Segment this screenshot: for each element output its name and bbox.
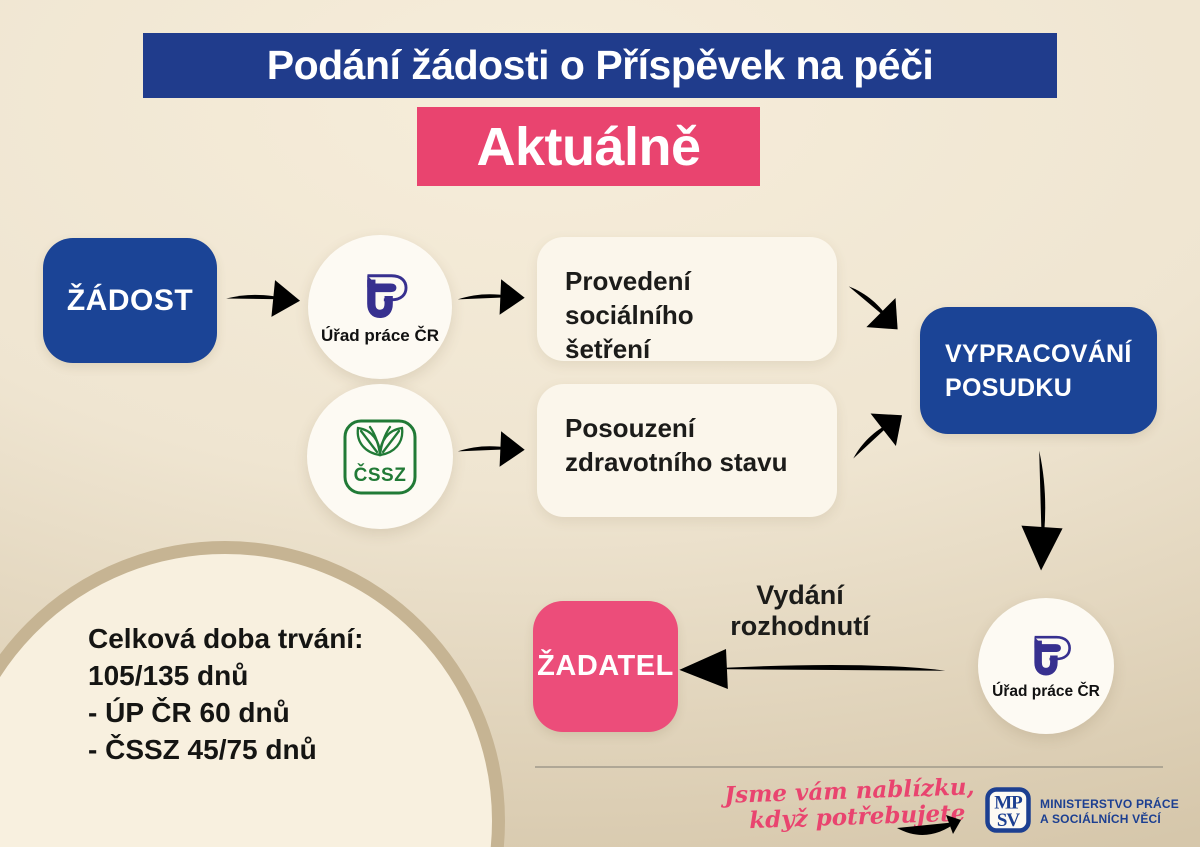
node-vypracovani-posudku (920, 307, 1157, 434)
ministry-line2: A SOCIÁLNÍCH VĚCÍ (1040, 812, 1161, 826)
urad-prace-logo-icon (1018, 631, 1074, 680)
cssz-logo-icon (340, 417, 420, 497)
step-social-setreni (537, 237, 837, 364)
arrow-zadost-to-urad-icon (221, 270, 308, 326)
urad-prace-circle (308, 235, 452, 379)
cssz-circle (307, 384, 453, 529)
vydani-line1: Vydání (756, 580, 844, 610)
urad-prace-label: Úřad práce ČR (992, 683, 1100, 700)
slogan-arrow-icon (893, 810, 975, 840)
arrow-posudek-down-icon (1013, 444, 1071, 580)
slogan-line1: Jsme vám nablízku, (723, 773, 975, 809)
arrow-social-to-posudek-icon (828, 261, 922, 354)
mpsv-logo-icon (984, 786, 1032, 834)
subtitle-banner: Aktuálně (417, 107, 760, 186)
vypracovani-line1: VYPRACOVÁNÍ (945, 339, 1132, 368)
duration-cssz: - ČSSZ 45/75 dnů (88, 734, 317, 765)
duration-title: Celková doba trvání: (88, 623, 364, 654)
arrow-cssz-to-health-icon (454, 424, 530, 474)
duration-total: 105/135 dnů (88, 660, 249, 691)
page-title: Podání žádosti o Příspěvek na péči (143, 33, 1057, 98)
urad-prace-circle-2 (978, 598, 1114, 734)
vydani-line2: rozhodnutí (730, 611, 870, 641)
step-health-line1: Posouzení (565, 413, 696, 443)
ministry-line1: MINISTERSTVO PRÁCE (1040, 797, 1179, 811)
arrow-urad-to-social-icon (454, 272, 530, 322)
duration-summary (88, 620, 363, 768)
step-social-line1: Provedení sociálního (565, 266, 694, 330)
urad-prace-label: Úřad práce ČR (320, 325, 440, 345)
node-zadatel: ŽADATEL (533, 601, 678, 732)
mpsv-letters-top: MP (994, 792, 1022, 814)
arrow-urad-to-zadatel-icon (670, 642, 950, 696)
footer-divider (535, 766, 1163, 768)
arrow-health-to-posudek-icon (830, 389, 924, 481)
step-health-posouzeni (537, 384, 837, 517)
vypracovani-line2: POSUDKU (945, 373, 1073, 402)
mpsv-letters-bottom: SV (996, 810, 1020, 831)
duration-up: - ÚP ČR 60 dnů (88, 697, 290, 728)
slogan-line2: když potřebujete (748, 799, 966, 835)
node-zadost: ŽÁDOST (43, 238, 217, 363)
step-health-line2: zdravotního stavu (565, 447, 788, 477)
ministry-name (1040, 797, 1179, 827)
step-social-line2: šetření (565, 334, 651, 364)
vydani-rozhodnuti-label (700, 580, 900, 642)
cssz-label: ČSSZ (353, 464, 407, 486)
urad-prace-logo-icon (349, 269, 411, 323)
